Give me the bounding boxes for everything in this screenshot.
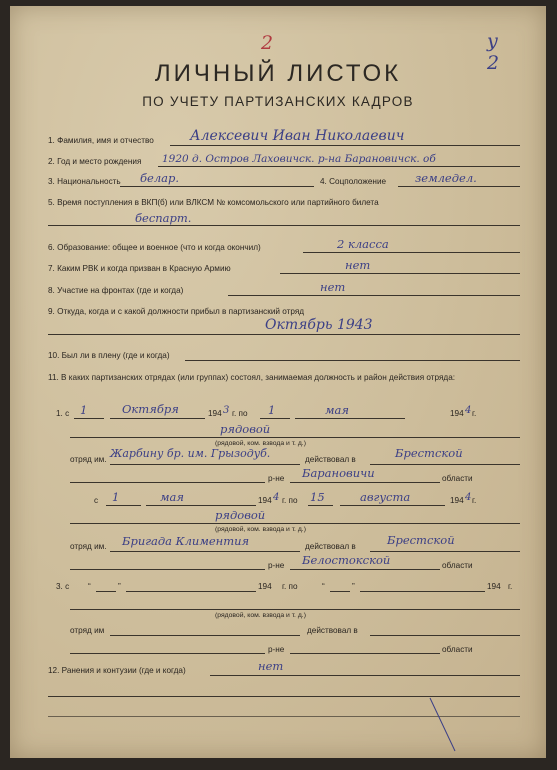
field-7-value: нет xyxy=(345,258,371,272)
entry-1-role: рядовой xyxy=(220,422,271,436)
entry-1-role-caption: (рядовой, ком. взвода и т. д.) xyxy=(215,440,306,447)
entry-1-g: г. по xyxy=(232,409,248,418)
entry-3-year-pre: 194 xyxy=(258,582,272,591)
field-5-value: беспарт. xyxy=(135,211,192,225)
entry-3-role-line xyxy=(70,609,520,610)
field-8-label: 8. Участие на фронтах (где и когда) xyxy=(48,286,184,295)
entry-2-otryad-label: отряд им. xyxy=(70,542,107,551)
field-9-line xyxy=(48,334,520,335)
entry-2-end-month-line xyxy=(340,505,445,506)
entry-1-acted-line xyxy=(370,464,520,465)
field-6-line xyxy=(303,252,520,253)
entry-2-rne: р-не xyxy=(268,561,285,570)
entry-3-oblasti: области xyxy=(442,645,473,654)
field-9-value: Октябрь 1943 xyxy=(265,317,373,333)
entry-1-rne-line xyxy=(290,482,440,483)
field-8-value: нет xyxy=(320,280,346,294)
entry-3-month-line xyxy=(126,591,256,592)
entry-2-role: рядовой xyxy=(215,508,266,522)
corner-marks: у 2 xyxy=(487,30,514,74)
entry-1-region-line xyxy=(70,482,265,483)
field-11-label: 11. В каких партизанских отрядах (или группах) состоял, занимаемая должность и район действия отряда: xyxy=(48,373,456,382)
entry-2-oblasti: области xyxy=(442,561,473,570)
field-8-line xyxy=(228,295,520,296)
entry-3-year-pre2: 194 xyxy=(487,582,501,591)
entry-3-otryad-label: отряд им xyxy=(70,626,105,635)
field-9-label: 9. Откуда, когда и с какой должности прибыл в партизанский отряд xyxy=(48,307,305,316)
field-3-line xyxy=(120,186,314,187)
entry-3-g: г. по xyxy=(282,582,298,591)
entry-2-otryad-line xyxy=(110,551,300,552)
pen-stroke-mark xyxy=(425,696,465,756)
entry-1-year: 3 xyxy=(223,405,230,416)
entry-3-acted-line xyxy=(370,635,520,636)
entry-1-rne: р-не xyxy=(268,474,285,483)
entry-3-otryad-line xyxy=(110,635,300,636)
entry-1-day-line xyxy=(74,418,104,419)
field-1-label: 1. Фамилия, имя и отчество xyxy=(48,136,154,145)
entry-2-otryad: Бригада Климентия xyxy=(122,534,250,548)
entry-2-end-day: 15 xyxy=(310,490,325,504)
entry-2-day: 1 xyxy=(112,490,120,504)
document-title: ЛИЧНЫЙ ЛИСТОК xyxy=(154,60,402,87)
entry-1-otryad-line xyxy=(110,464,300,465)
entry-1-otryad-label: отряд им. xyxy=(70,455,107,464)
entry-2-role-line xyxy=(70,523,520,524)
field-12-label: 12. Ранения и контузии (где и когда) xyxy=(48,666,186,675)
entry-2-g2: г. xyxy=(472,496,477,505)
entry-3-day-line xyxy=(96,591,116,592)
entry-3-quote3: “ xyxy=(322,582,325,591)
entry-3-rne: р-не xyxy=(268,645,285,654)
entry-1-oblasti: области xyxy=(442,474,473,483)
entry-2-month-line xyxy=(146,505,256,506)
entry-3-g2: г. xyxy=(508,582,513,591)
entry-1-acted-value: Брестской xyxy=(395,446,463,460)
entry-1-rne-value: Барановичи xyxy=(302,466,375,480)
entry-2-rne-value: Белостокской xyxy=(302,553,391,567)
entry-1-month-line xyxy=(110,418,205,419)
field-3-label: 3. Национальность xyxy=(48,177,121,186)
entry-2-acted-value: Брестской xyxy=(387,533,455,547)
entry-2-day-line xyxy=(106,505,141,506)
entry-2-end-month: августа xyxy=(360,490,411,504)
entry-1-g2: г. xyxy=(472,409,477,418)
field-4-label: 4. Соцположение xyxy=(320,177,387,186)
entry-1-end-year-pre: 194 xyxy=(450,409,464,418)
entry-3-prefix: 3. с xyxy=(56,582,70,591)
entry-3-end-day-line xyxy=(330,591,350,592)
entry-3-end-month-line xyxy=(360,591,485,592)
entry-1-day: 1 xyxy=(80,403,88,417)
field-4-line xyxy=(398,186,520,187)
field-2-line xyxy=(158,166,520,167)
entry-3-acted-label: действовал в xyxy=(307,626,358,635)
entry-2-month: мая xyxy=(160,490,185,504)
field-10-line xyxy=(185,360,520,361)
entry-1-end-year: 4 xyxy=(465,405,472,416)
entry-3-quote1: “ xyxy=(88,582,91,591)
entry-1-role-line xyxy=(70,437,520,438)
entry-1-otryad: Жарбину бр. им. Грызодуб. xyxy=(110,447,271,460)
entry-2-region-line xyxy=(70,569,265,570)
entry-3-role-caption: (рядовой, ком. взвода и т. д.) xyxy=(215,612,306,619)
entry-2-g: г. по xyxy=(282,496,298,505)
entry-1-year-pre: 194 xyxy=(208,409,222,418)
entry-2-end-year: 4 xyxy=(465,492,472,503)
document-sheet xyxy=(10,6,546,758)
entry-1-month: Октября xyxy=(122,402,179,416)
entry-1-end-day-line xyxy=(260,418,290,419)
field-10-label: 10. Был ли в плену (где и когда) xyxy=(48,351,170,360)
entry-2-acted-label: действовал в xyxy=(305,542,356,551)
document-subtitle: ПО УЧЕТУ ПАРТИЗАНСКИХ КАДРОВ xyxy=(142,94,414,109)
entry-2-prefix: с xyxy=(94,496,99,505)
entry-3-rne-line xyxy=(290,653,440,654)
entry-2-end-year-pre: 194 xyxy=(450,496,464,505)
entry-1-end-month: мая xyxy=(325,403,350,417)
field-6-label: 6. Образование: общее и военное (что и когда окончил) xyxy=(48,243,261,252)
entry-1-end-day: 1 xyxy=(268,403,276,417)
entry-2-role-caption: (рядовой, ком. взвода и т. д.) xyxy=(215,526,306,533)
red-number: 2 xyxy=(261,32,274,54)
entry-3-quote2: ” xyxy=(118,582,121,591)
field-4-value: земледел. xyxy=(415,171,477,185)
entry-2-year: 4 xyxy=(273,492,280,503)
field-6-value: 2 класса xyxy=(337,237,389,251)
field-2-value: 1920 д. Остров Лаховичск. р-на Барановичск. об xyxy=(162,153,436,165)
entry-3-region-line xyxy=(70,653,265,654)
field-7-label: 7. Каким РВК и когда призван в Красную Армию xyxy=(48,264,231,273)
field-1-value: Алексевич Иван Николаевич xyxy=(190,128,405,144)
field-7-line xyxy=(280,273,520,274)
entry-2-end-day-line xyxy=(308,505,333,506)
field-2-label: 2. Год и место рождения xyxy=(48,157,142,166)
entry-2-acted-line xyxy=(370,551,520,552)
field-1-line xyxy=(170,145,520,146)
field-12-line xyxy=(210,675,520,676)
field-5-line xyxy=(48,225,520,226)
field-3-value: белар. xyxy=(140,171,180,185)
entry-1-acted-label: действовал в xyxy=(305,455,356,464)
entry-1-prefix: 1. с xyxy=(56,409,70,418)
entry-2-year-pre: 194 xyxy=(258,496,272,505)
field-12-value: нет xyxy=(258,659,284,673)
field-5-label: 5. Время поступления в ВКП(б) или ВЛКСМ № комсомольского или партийного билета xyxy=(48,198,379,207)
entry-1-end-month-line xyxy=(295,418,405,419)
entry-3-quote4: ” xyxy=(352,582,355,591)
entry-2-rne-line xyxy=(290,569,440,570)
